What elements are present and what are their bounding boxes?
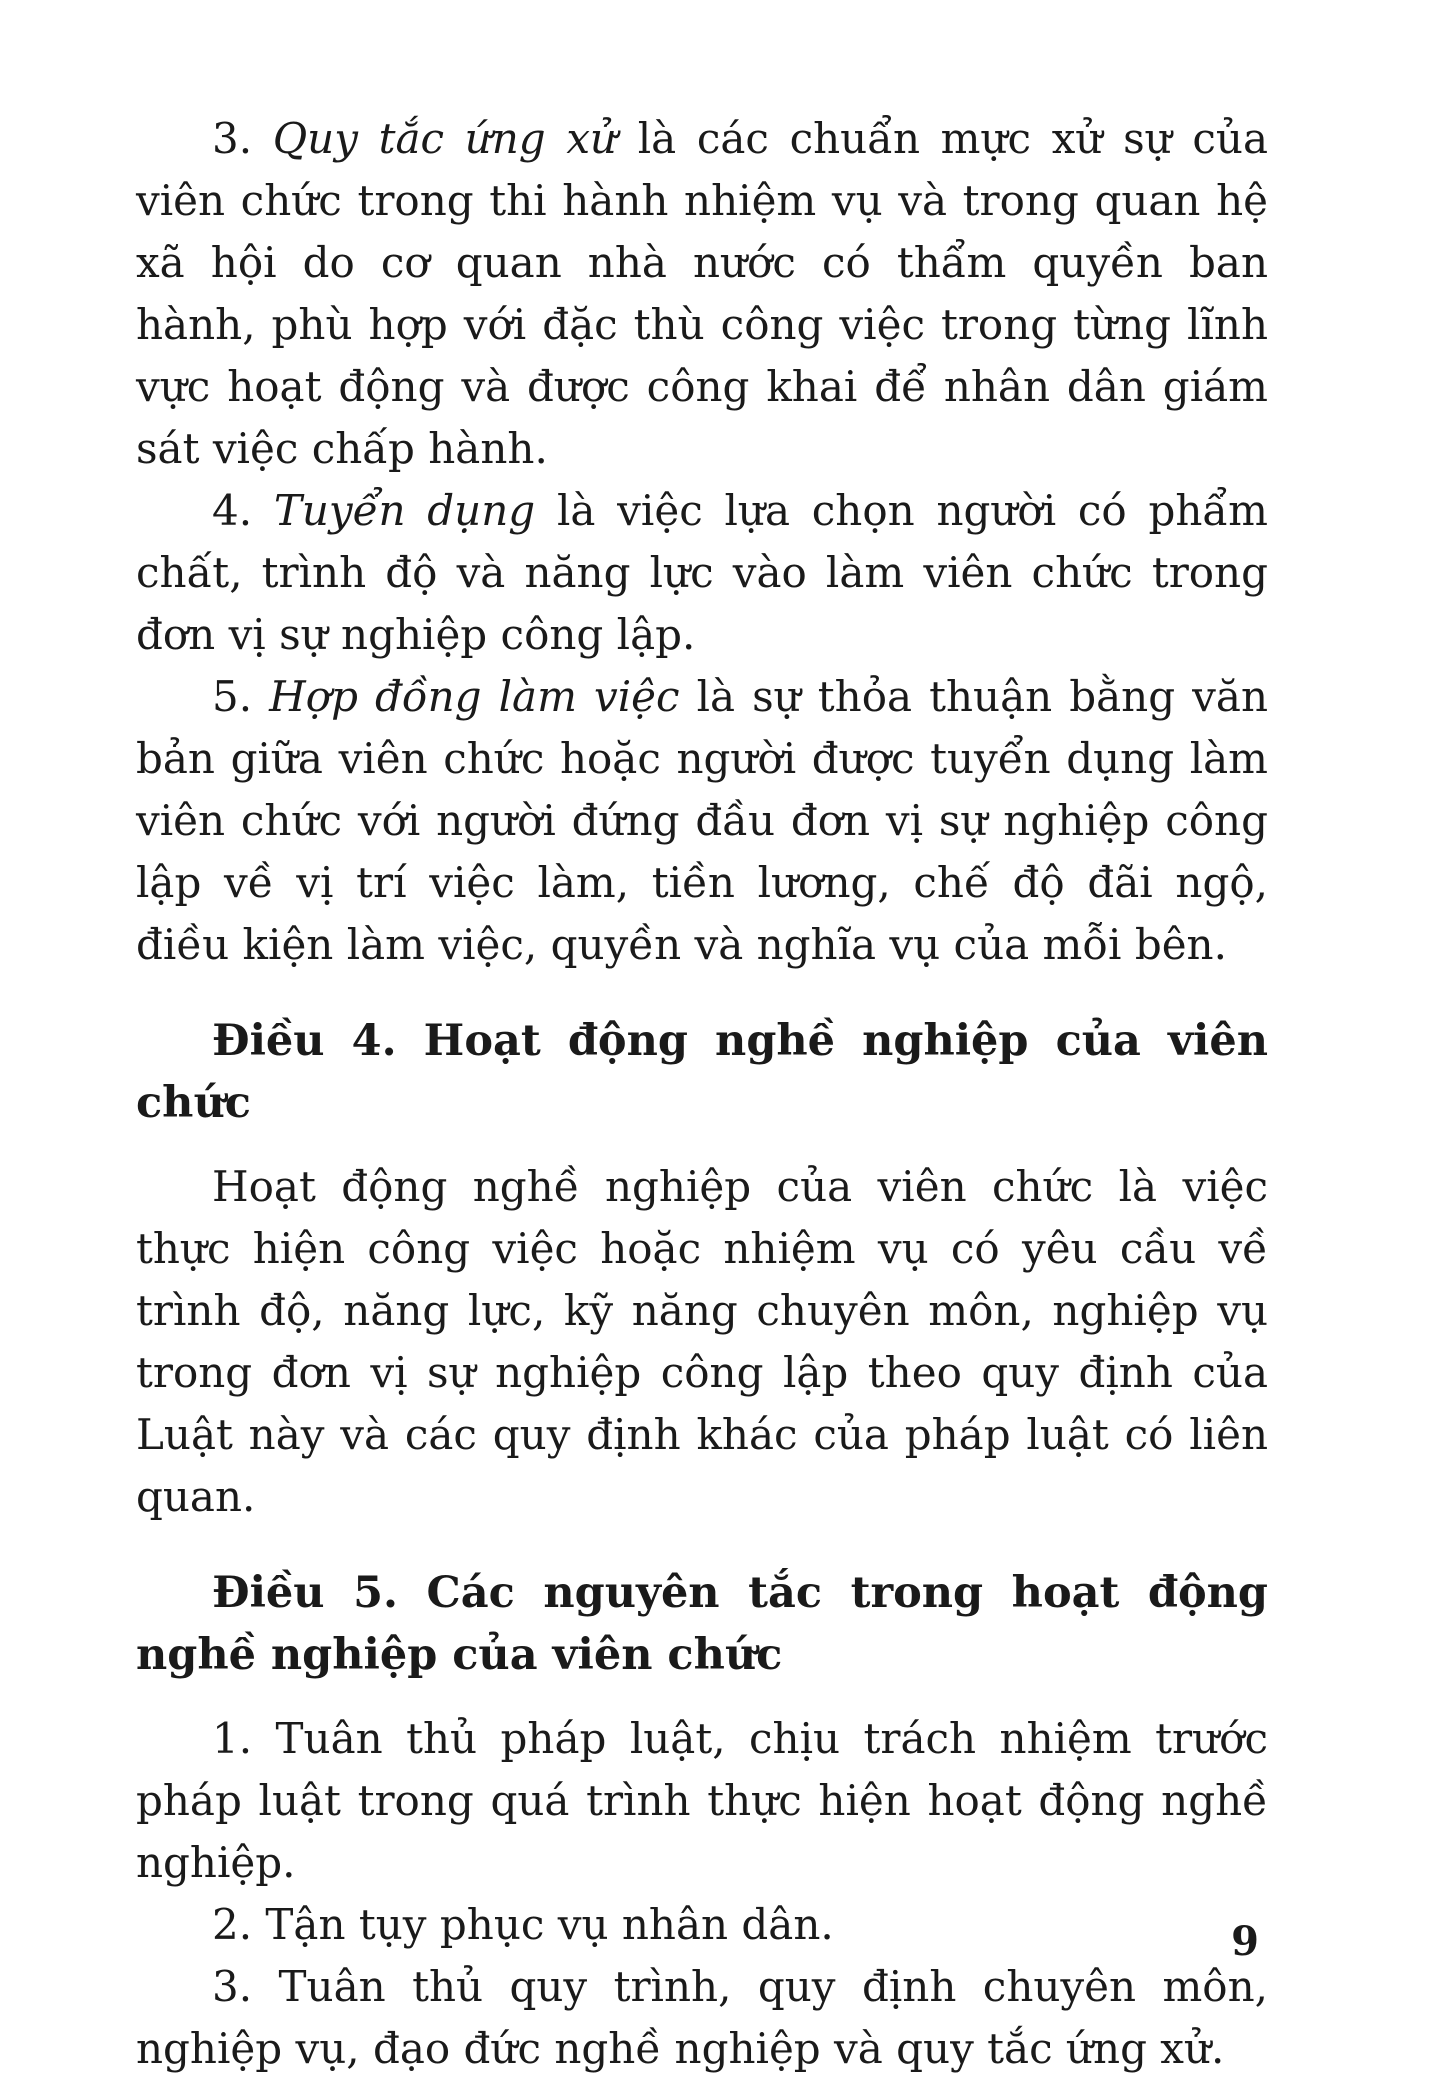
- page-number: 9: [1231, 1918, 1259, 1965]
- definition-text: là sự thỏa thuận bằng văn bản giữa viên chức hoặc người được tuyển dụng làm viên chức với người đứng đầu đơn vị sự nghiệp công lập về vị trí việc làm, tiền lương, chế độ đãi ngộ, điều kiện làm việc, quyền và nghĩa vụ của mỗi bên.: [136, 672, 1268, 969]
- article-4-heading: Điều 4. Hoạt động nghề nghiệp của viên chức: [136, 1016, 1268, 1128]
- definition-hop-dong-lam-viec: [136, 666, 1268, 976]
- definition-tuyen-dung: [136, 480, 1268, 666]
- definition-quy-tac-ung-xu: [136, 108, 1268, 480]
- definition-number: 5.: [212, 672, 253, 721]
- article-4-body: Hoạt động nghề nghiệp của viên chức là việc thực hiện công việc hoặc nhiệm vụ có yêu cầu về trình độ, năng lực, kỹ năng chuyên môn, nghiệp vụ trong đơn vị sự nghiệp công lập theo quy định của Luật này và các quy định khác của pháp luật có liên quan.: [136, 1162, 1268, 1521]
- definition-text: là việc lựa chọn người có phẩm chất, trình độ và năng lực vào làm viên chức trong đơn vị sự nghiệp công lập.: [136, 486, 1268, 659]
- article-5-heading: Điều 5. Các nguyên tắc trong hoạt động nghề nghiệp của viên chức: [136, 1568, 1268, 1680]
- definition-term: Hợp đồng làm việc: [269, 672, 680, 721]
- article-5-item-2: 2. Tận tụy phục vụ nhân dân.: [212, 1900, 834, 1949]
- definition-number: 3.: [212, 114, 253, 163]
- document-page: [136, 108, 1268, 2080]
- article-5-item-3: 3. Tuân thủ quy trình, quy định chuyên môn, nghiệp vụ, đạo đức nghề nghiệp và quy tắc ứng xử.: [136, 1962, 1268, 2073]
- definition-term: Quy tắc ứng xử: [272, 114, 618, 163]
- article-5-item-1: 1. Tuân thủ pháp luật, chịu trách nhiệm trước pháp luật trong quá trình thực hiện hoạt động nghề nghiệp.: [136, 1714, 1268, 1887]
- definition-term: Tuyển dụng: [273, 486, 536, 535]
- definition-text: là các chuẩn mực xử sự của viên chức trong thi hành nhiệm vụ và trong quan hệ xã hội do cơ quan nhà nước có thẩm quyền ban hành, phù hợp với đặc thù công việc trong từng lĩnh vực hoạt động và được công khai để nhân dân giám sát việc chấp hành.: [136, 114, 1268, 473]
- definition-number: 4.: [212, 486, 253, 535]
